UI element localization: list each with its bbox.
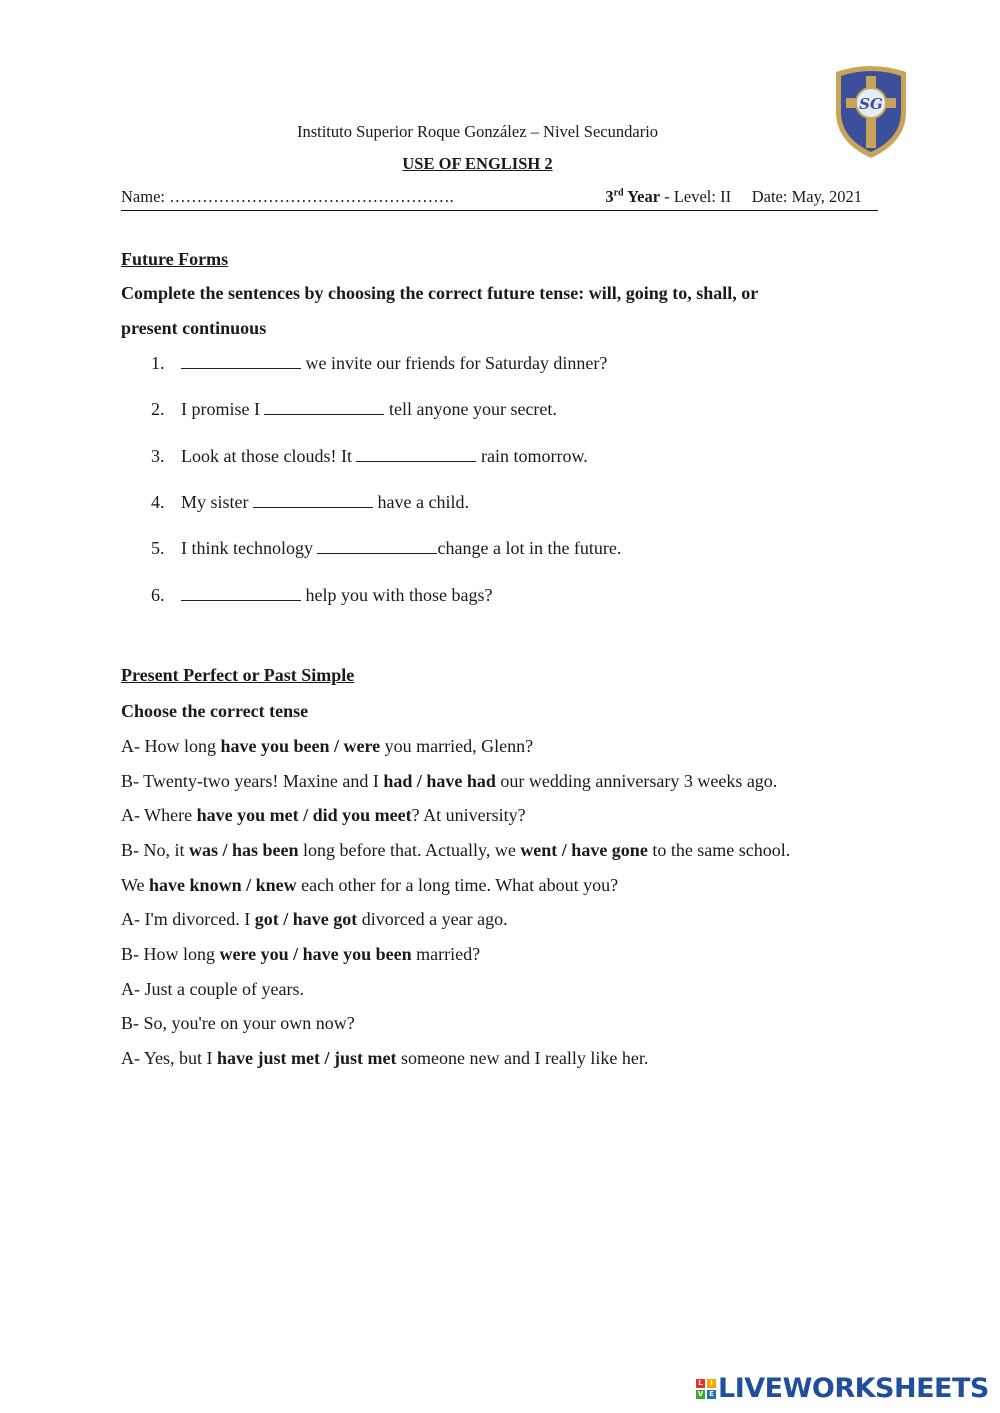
present-perfect-instruction: Choose the correct tense: [121, 701, 309, 721]
tense-choice[interactable]: was / has been: [189, 840, 299, 860]
item-text-after: change a lot in the future.: [437, 538, 622, 558]
institute-name: Instituto Superior Roque González – Nivel Secundario: [296, 122, 659, 141]
dialogue-line: [121, 840, 901, 861]
item-text-after: help you with those bags?: [301, 585, 493, 605]
dialogue-text: divorced a year ago.: [357, 909, 508, 929]
dialogue-text: B- Twenty-two years! Maxine and I: [121, 771, 384, 791]
student-info-row: [121, 185, 878, 211]
dialogue-text: someone new and I really like her.: [396, 1048, 649, 1068]
liveworksheets-logo-icon: L I V E: [696, 1379, 716, 1399]
item-text-before: I promise I: [181, 399, 265, 419]
dialogue-text: long before that. Actually, we: [298, 840, 521, 860]
dialogue-text: A- Where: [121, 805, 197, 825]
tense-choice[interactable]: have just met / just met: [217, 1048, 397, 1068]
dialogue-line: [121, 944, 901, 965]
tense-choice[interactable]: got / have got: [254, 909, 358, 929]
dialogue-text: married?: [411, 944, 481, 964]
answer-blank[interactable]: [181, 586, 301, 601]
dialogue-line: [121, 1048, 901, 1069]
section-title-future-forms: Future Forms: [121, 249, 229, 269]
future-forms-item: [151, 538, 891, 559]
dialogue-line: [121, 875, 901, 896]
future-forms-item: [151, 492, 891, 513]
dialogue-line: [121, 1013, 901, 1034]
answer-blank[interactable]: [253, 493, 373, 508]
future-forms-item: [151, 446, 891, 467]
answer-blank[interactable]: [317, 539, 437, 554]
dialogue-text: A- Yes, but I: [121, 1048, 218, 1068]
dialogue-text: A- I'm divorced. I: [121, 909, 255, 929]
dialogue-text: each other for a long time. What about you?: [296, 875, 619, 895]
item-text-after: tell anyone your secret.: [384, 399, 557, 419]
liveworksheets-wordmark: LIVEWORKSHEETS: [718, 1373, 989, 1404]
name-field[interactable]: Name: …………………………………………….: [121, 187, 454, 206]
future-forms-item: [151, 585, 891, 606]
answer-blank[interactable]: [181, 354, 301, 369]
future-forms-item: [151, 399, 891, 420]
dialogue-text: A- Just a couple of years.: [121, 979, 304, 999]
tense-choice[interactable]: went / have gone: [520, 840, 648, 860]
tense-choice[interactable]: have you been / were: [220, 736, 381, 756]
dialogue-text: We: [121, 875, 150, 895]
dialogue-text: B- So, you're on your own now?: [121, 1013, 355, 1033]
document-title: USE OF ENGLISH 2: [402, 154, 553, 173]
tense-choice[interactable]: had / have had: [383, 771, 496, 791]
answer-blank[interactable]: [356, 447, 476, 462]
dialogue-text: to the same school.: [647, 840, 791, 860]
tense-choice[interactable]: have known / knew: [149, 875, 297, 895]
dialogue-text: A- How long: [121, 736, 221, 756]
school-crest: [832, 64, 910, 160]
dialogue-line: [121, 736, 901, 757]
item-text-after: we invite our friends for Saturday dinner?: [301, 353, 608, 373]
dialogue-text: you married, Glenn?: [380, 736, 534, 756]
dialogue-line: [121, 771, 901, 792]
item-text-after: have a child.: [373, 492, 469, 512]
item-text-before: My sister: [181, 492, 253, 512]
dialogue-text: our wedding anniversary 3 weeks ago.: [495, 771, 778, 791]
item-number: 2.: [151, 399, 165, 419]
date-text: Date: May, 2021: [751, 187, 862, 206]
crest-monogram: SG: [859, 95, 883, 113]
item-number: 3.: [151, 446, 165, 466]
dialogue-line: [121, 909, 901, 930]
tense-choice[interactable]: have you met / did you meet: [196, 805, 412, 825]
section-title-present-perfect: Present Perfect or Past Simple: [121, 665, 355, 685]
answer-blank[interactable]: [264, 400, 384, 415]
dialogue-text: B- No, it: [121, 840, 190, 860]
future-forms-instruction: Complete the sentences by choosing the correct future tense: will, going to, shall, or present continuous: [121, 283, 759, 338]
item-text-before: I think technology: [181, 538, 318, 558]
tense-choice[interactable]: were you / have you been: [219, 944, 412, 964]
item-number: 4.: [151, 492, 165, 512]
dialogue-text: B- How long: [121, 944, 220, 964]
dialogue-text: ? At university?: [411, 805, 526, 825]
future-forms-item: [151, 353, 891, 374]
item-number: 1.: [151, 353, 165, 373]
item-text-before: Look at those clouds! It: [181, 446, 357, 466]
liveworksheets-brand: [696, 1373, 996, 1413]
year-level-date: 3rd Year - Level: II Date: May, 2021: [605, 187, 862, 206]
dialogue-line: [121, 805, 901, 826]
item-number: 5.: [151, 538, 165, 558]
item-text-after: rain tomorrow.: [476, 446, 588, 466]
dialogue-line: [121, 979, 901, 1000]
item-number: 6.: [151, 585, 165, 605]
